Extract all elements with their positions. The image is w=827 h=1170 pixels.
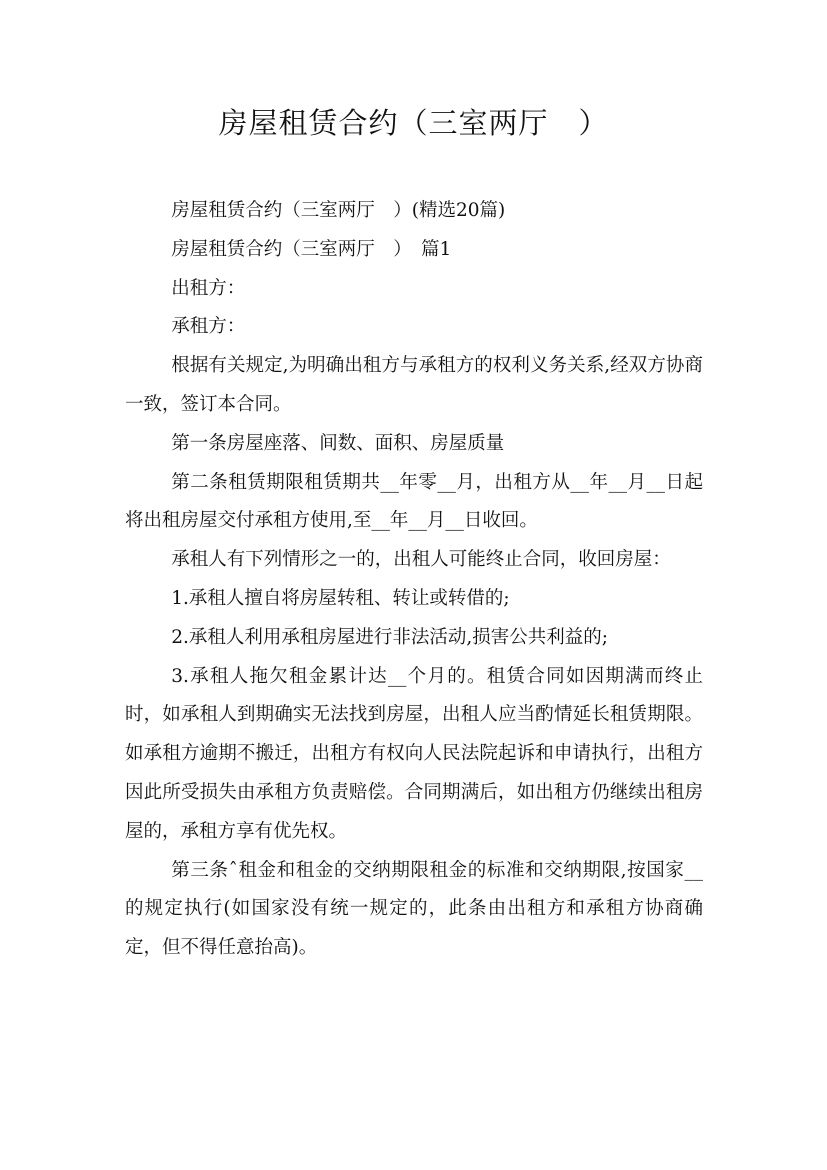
document-title: 房屋租赁合约（三室两厅 ）: [218, 106, 609, 140]
paragraph-lessor: 出租方：: [171, 277, 246, 299]
paragraph-lessee: 承租方：: [171, 316, 246, 338]
paragraph-condition-3: 3.承租人拖欠租金累计达__个月的。租赁合同如因期满而终止时，如承租人到期确实无法找到房屋，出租人应当酌情延长租赁期限。如承租方逾期不搬迁，出租方有权向人民法院起诉和申请执行，出租方因此所受损失由承租方负责赔偿。合同期满后，如出租方仍继续出租房屋的，承租方享有优先权。: [125, 665, 703, 842]
paragraph-preamble: 根据有关规定,为明确出租方与承租方的权利义务关系,经双方协商一致，签订本合同。: [125, 355, 703, 415]
paragraph-condition-2: 2.承租人利用承租房屋进行非法活动,损害公共利益的;: [171, 626, 609, 648]
paragraph-termination-conditions: 承租人有下列情形之一的，出租人可能终止合同，收回房屋：: [171, 549, 671, 571]
paragraph-subtitle: 房屋租赁合约（三室两厅 ）(精选20篇): [171, 200, 506, 221]
paragraph-section-heading: 房屋租赁合约（三室两厅 ） 篇1: [171, 238, 452, 260]
paragraph-condition-1: 1.承租人擅自将房屋转租、转让或转借的;: [171, 587, 510, 609]
paragraph-article-3: 第三条ˆ租金和租金的交纳期限租金的标准和交纳期限,按国家__的规定执行(如国家没有统一规定的，此条由出租方和承租方协商确定，但不得任意抬高)。: [125, 859, 703, 959]
paragraph-article-1: 第一条房屋座落、间数、面积、房屋质量: [171, 432, 505, 454]
document-body: [125, 192, 703, 968]
paragraph-article-2: 第二条租赁期限租赁期共__年零__月，出租方从__年__月__日起将出租房屋交付承租方使用,至__年__月__日收回。: [125, 471, 703, 532]
